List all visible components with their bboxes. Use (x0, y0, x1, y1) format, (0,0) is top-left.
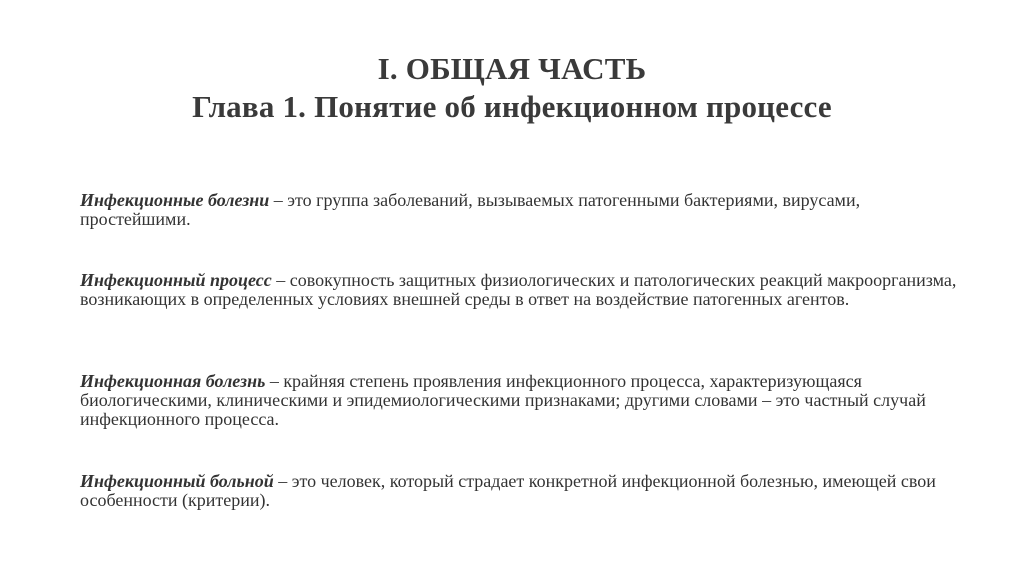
definition-term: Инфекционный процесс (80, 270, 272, 290)
definition-term: Инфекционный больной (80, 471, 274, 491)
chapter-title: Глава 1. Понятие об инфекционном процессе (192, 89, 832, 124)
section-title: I. ОБЩАЯ ЧАСТЬ (377, 51, 647, 86)
definition-infectious-disease (80, 372, 960, 429)
definition-infectious-patient (80, 472, 960, 510)
definition-term: Инфекционные болезни (80, 190, 270, 210)
definition-text: – это группа заболеваний, вызываемых патогенными бактериями, вирусами, простейшими. (80, 190, 861, 229)
definition-text: – крайняя степень проявления инфекционного процесса, характеризующаяся биологическими, клиническими и эпидемиологическими признаками; другими словами – это частный случай инфекционного процесса. (80, 371, 926, 429)
definition-infectious-diseases (80, 191, 960, 229)
definition-infectious-process (80, 271, 960, 309)
slide-title (0, 50, 1024, 126)
definition-text: – это человек, который страдает конкретной инфекционной болезнью, имеющей свои особенности (критерии). (80, 471, 936, 510)
definition-text: – совокупность защитных физиологических и патологических реакций макроорганизма, возникающих в определенных условиях внешней среды в ответ на воздействие патогенных агентов. (80, 270, 957, 309)
definition-term: Инфекционная болезнь (80, 371, 266, 391)
